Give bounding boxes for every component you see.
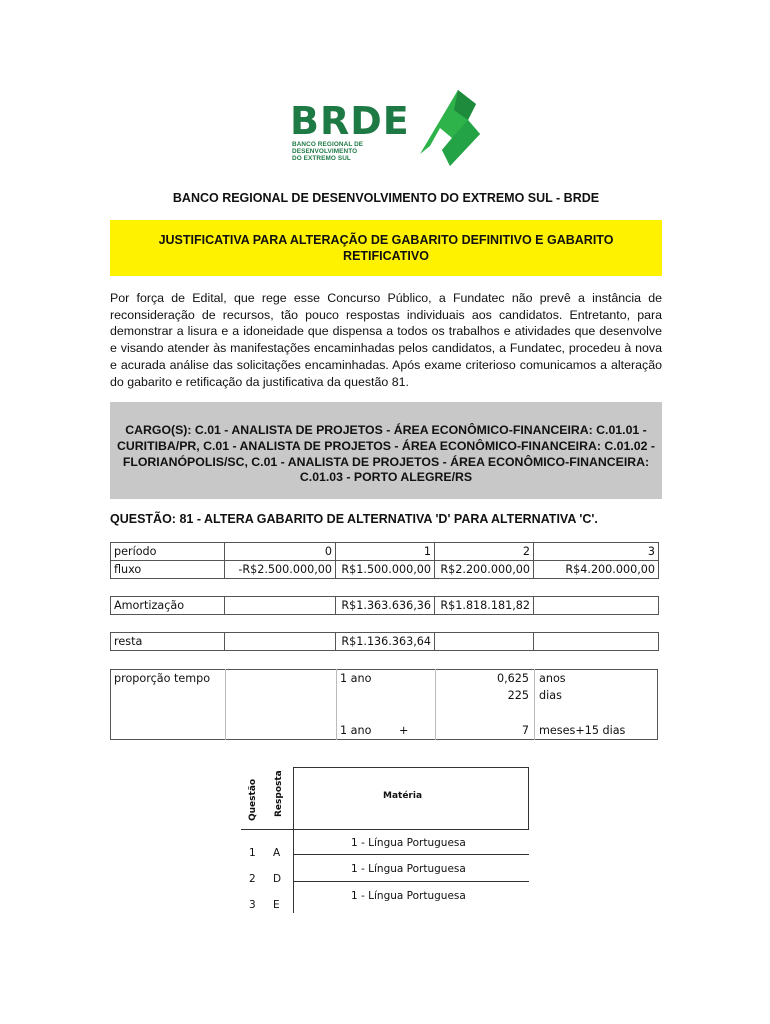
proporcao-unit2: dias: [539, 689, 562, 702]
header-resposta: Resposta: [274, 770, 284, 817]
proporcao-ano2: 1 ano: [340, 724, 372, 737]
divider: [435, 669, 436, 740]
brde-logo: [290, 88, 490, 168]
table-cell: Amortização: [111, 597, 225, 615]
resposta-cell: E: [273, 899, 280, 911]
divider: [336, 669, 337, 740]
divider: [293, 881, 529, 882]
amortizacao-table: [110, 596, 659, 615]
proporcao-value3: 7: [521, 724, 529, 737]
divider: [225, 669, 226, 740]
header-questao: Questão: [248, 778, 258, 821]
gabarito-table: [241, 767, 529, 913]
page-title: BANCO REGIONAL DE DESENVOLVIMENTO DO EXTREMO SUL - BRDE: [172, 191, 600, 205]
proporcao-unit3: meses+15 dias: [539, 724, 626, 737]
resta-table: [110, 632, 659, 651]
questao-heading: QUESTÃO: 81 - ALTERA GABARITO DE ALTERNATIVA 'D' PARA ALTERNATIVA 'C'.: [110, 512, 598, 526]
logo-subtitle-line1: BANCO REGIONAL DE DESENVOLVIMENTO: [292, 141, 364, 155]
proporcao-value1: 0,625: [496, 672, 529, 685]
table-cell: [225, 633, 336, 651]
logo-arrow-icon: [410, 88, 490, 168]
logo-subtitle-line2: DO EXTREMO SUL: [292, 155, 351, 162]
divider: [293, 767, 294, 913]
resposta-cell: A: [273, 847, 281, 859]
proporcao-block: [110, 669, 658, 740]
materia-cell: 1 - Língua Portuguesa: [351, 890, 466, 902]
table-cell: resta: [111, 633, 225, 651]
resposta-cell: D: [273, 873, 282, 885]
table-cell: -R$2.500.000,00: [225, 561, 336, 579]
cargo-text: CARGO(S): C.01 - ANALISTA DE PROJETOS - ÁREA ECONÔMICO-FINANCEIRA: C.01.01 - CURITIBA/PR, C.01 - ANALISTA DE PROJETOS - ÁREA ECONÔMICO-FINANCEIRA: C.01.02 - FLORIANÓPOLIS/SC, C.01 - ANALISTA DE PROJETOS - ÁREA ECONÔMICO-FINANCEIRA: C.01.03 - PORTO ALEGRE/RS: [117, 423, 655, 485]
table-cell: [534, 633, 659, 651]
table-cell: fluxo: [111, 561, 225, 579]
table-cell: R$1.818.181,82: [435, 597, 534, 615]
proporcao-plus: +: [399, 724, 409, 737]
table-cell: R$2.200.000,00: [435, 561, 534, 579]
table-row: [111, 597, 659, 615]
table-cell: 0: [225, 543, 336, 561]
table-cell: R$1.500.000,00: [336, 561, 435, 579]
table-cell: [435, 633, 534, 651]
table-cell: R$1.136.363,64: [336, 633, 435, 651]
divider: [293, 854, 529, 855]
table-cell: período: [111, 543, 225, 561]
questao-cell: 3: [249, 899, 256, 911]
table-cell: [534, 597, 659, 615]
header-materia: Matéria: [383, 791, 423, 801]
table-cell: 1: [336, 543, 435, 561]
table-cell: [225, 597, 336, 615]
divider: [241, 829, 529, 830]
table-row: [111, 561, 659, 579]
questao-cell: 2: [249, 873, 256, 885]
materia-cell: 1 - Língua Portuguesa: [351, 863, 466, 875]
table-cell: 3: [534, 543, 659, 561]
divider: [528, 767, 529, 829]
intro-paragraph: Por força de Edital, que rege esse Concurso Público, a Fundatec não prevê a instância de reconsideração de recursos, tão pouco respostas individuais aos candidatos. Entretanto, para demonstrar a lisura e a idoneidade que dispensa a todos os trabalhos e atividades que desenvolve e visando atender às manifestações encaminhadas pelos candidatos, a Fundatec, procedeu à nova e acurada análise das solicitações encaminhadas. Após exame criterioso comunicamos a alteração do gabarito e retificação da justificativa da questão 81.: [110, 291, 662, 389]
table-cell: R$4.200.000,00: [534, 561, 659, 579]
divider: [293, 767, 529, 768]
divider: [267, 767, 268, 913]
proporcao-value2: 225: [507, 689, 529, 702]
justification-title: JUSTIFICATIVA PARA ALTERAÇÃO DE GABARITO DEFINITIVO E GABARITO RETIFICATIVO: [158, 233, 614, 263]
table-row: [111, 633, 659, 651]
proporcao-ano1: 1 ano: [340, 672, 372, 685]
cashflow-table: [110, 542, 659, 579]
table-row: [111, 543, 659, 561]
table-cell: 2: [435, 543, 534, 561]
divider: [534, 669, 535, 740]
cargo-banner: [110, 402, 662, 499]
logo-wordmark: BRDE: [290, 99, 410, 143]
materia-cell: 1 - Língua Portuguesa: [351, 837, 466, 849]
proporcao-unit1: anos: [539, 672, 566, 685]
questao-cell: 1: [249, 847, 256, 859]
justification-banner: [110, 220, 662, 276]
logo-subtitle: [292, 141, 422, 162]
proporcao-label: proporção tempo: [114, 672, 211, 685]
table-cell: R$1.363.636,36: [336, 597, 435, 615]
